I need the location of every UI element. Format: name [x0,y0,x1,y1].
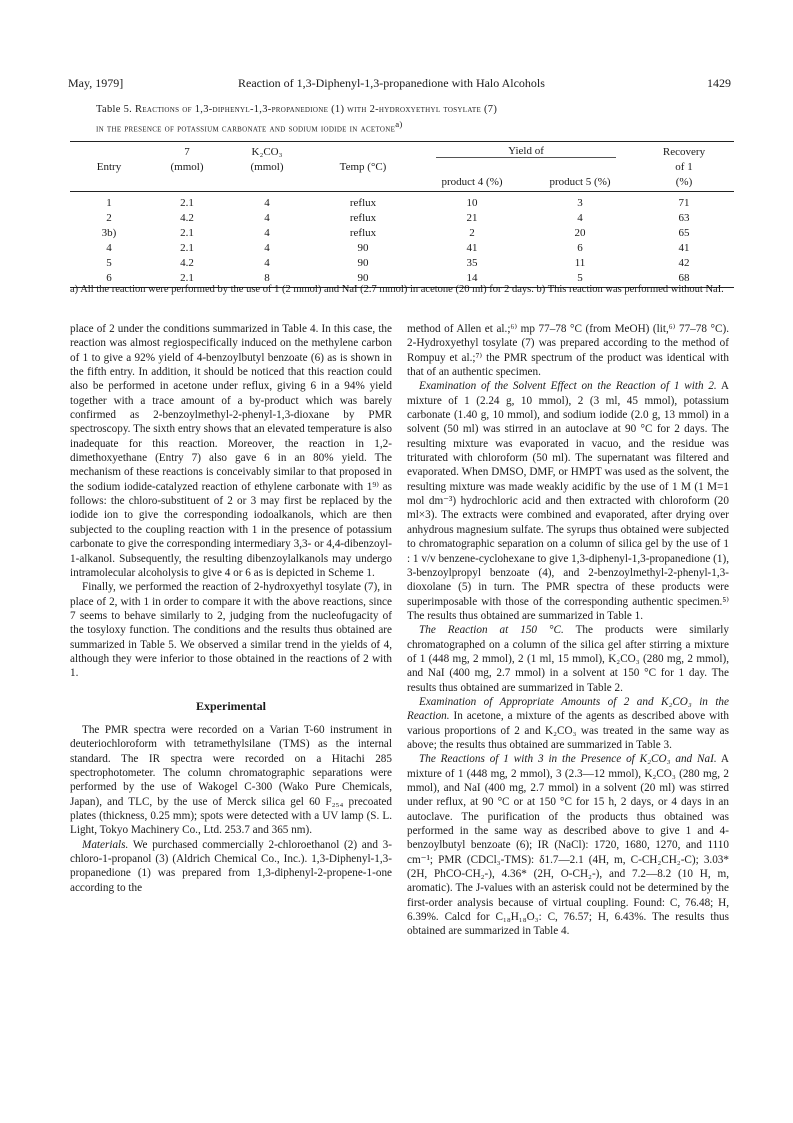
subsection-heading: Examination of the Solvent Effect on the Reaction of 1 with 2. [419,380,717,393]
header-recovery-bottom: (%) [634,174,734,192]
body-paragraph: Examination of Appropriate Amounts of 2 and K₂CO₃ in the Reaction. In acetone, a mixture of the agents as described above with various proportions of 2 and K₂CO₃ was treated in the same way as above; the results thus obtained are summarized in Table 3. [407,695,730,751]
body-paragraph: place of 2 under the conditions summarized in Table 4. In this case, the reaction was almost regiospecifically induced on the methylene carbon of 1 to give a 92% yield of 4-benzoylbutyl benzoate (6) as is shown in the fifth entry. In addition, it should be noticed that this reaction could also be performed in acetone under reflux, giving 6 in a 94% yield together with a trace amount of a by-product which was barely confirmed as 2-benzoylmethyl-2-phenyl-1,3-dioxane by PMR spectroscopy. The sixth entry shows that an elevated temperature is also inadequate for this reaction. Moreover, the reaction in 1,2-dimethoxyethane (Entry 7) also gave 6 in an 80% yield. The mechanism of these reactions is conceivably similar to that proposed in the sodium iodide-catalyzed reaction of ethylene carbonate with 1⁹⁾ as follows: the chloro-substituent of 2 or 3 may first be replaced by the iodide ion to give the corresponding iodoalkanols, which are then subjected to the coupling reaction with 1 in the presence of potassium carbonate to give the corresponding intermediary 3,3- or 4,4-dibenzoyl-1-alkanol. Subsequently, the resulting dibenzoylalkanols may undergo intramolecular alcoholysis to give 4 or 6 as is depicted in Scheme 1. [70,323,392,579]
section-heading-experimental: Experimental [196,698,266,713]
body-paragraph: The PMR spectra were recorded on a Varian T-60 instrument in deuteriochloroform with tetramethylsilane (TMS) as the internal standard. The IR spectra were recorded on a Hitachi 285 spectrophotometer. The column chromatographic separations were performed by the use of Wakogel C-300 (Wako Pure Chemicals, Japan), and TLC, by the use of Merck silica gel 60 F₂₅₄ precoated plates (thickness, 0.25 mm); spots were detected with a UV lamp (S. L. Light, Tokyo Machinery Co., Ltd. 253.7 and 365 nm). [70,723,392,837]
table-caption-sup: a) [395,119,403,129]
header-k2co3-top: K₂CO₃ [226,142,308,160]
left-column [70,322,392,895]
header-temp: Temp (°C) [339,160,387,173]
body-paragraph: Examination of the Solvent Effect on the Reaction of 1 with 2. A mixture of 1 (2.24 g, 10 mmol), 2 (3 ml, 45 mmol), potassium carbonate (1.40 g, 10 mmol), and sodium iodide (2.0 g, 13 mmol) in a solvent (50 ml) was stirred in an autoclave at 90 °C for 2 days. The resulting mixture was evaporated in vacuo, and the residue was triturated with chloroform (50 ml). The supernatant was filtered and evaporated. When DMSO, DMF, or HMPT was used as the solvent, the resulting mixture was made weakly acidific by the use of 1 M (1 M=1 mol dm⁻³) hydrochloric acid and then extracted with chloroform (20 ml×3). The extracts were combined and evaporated, after drying over anhydrous magnesium sulfate. The syrups thus obtained were subjected to chromatographic separation on a column of silica gel by the use of 1 : 1 v/v benzene-cyclohexane to give 1,3-diphenyl-1,3-propanedione (1), 3-benzoylpropyl benzoate (4), and 2-benzoylmethyl-2-phenyl-1,3-dioxolane (5) in turn. The PMR spectra of these products were superimposable with those of the corresponding authentic specimen.⁵⁾ The results thus obtained are summarized in Table 1. [407,380,729,622]
page-number: 1429 [707,76,731,90]
header-entry-spacer [70,142,148,160]
header-temp-spacer [308,142,418,160]
header-recovery-mid: of 1 [675,160,693,173]
header-yield-of: Yield of [418,142,634,160]
table-row: 6 2.1 8 90 14 5 68 [70,270,734,288]
header-product5: product 5 (%) [526,174,634,192]
table-row: 2 4.2 4 reflux 21 4 63 [106,211,690,224]
table-caption-line2: in the presence of potassium carbonate and sodium iodide in acetone [96,123,396,135]
header-title: Reaction of 1,3-Diphenyl-1,3-propanedione with Halo Alcohols [238,76,545,90]
body-paragraph: The Reaction at 150 °C. The products were similarly chromatographed on a column of the silica gel after stirring a mixture of 1 (448 mg, 2 mmol), 2 (1 ml, 15 mmol), K₂CO₃ (280 mg, 2 mmol), and NaI (400 mg, 2.7 mmol) in a solvent at 150 °C for 1 day. The results thus obtained are summarized in Table 2. [407,624,729,694]
header-entry: Entry [96,160,122,173]
table-label: Table 5. [96,104,133,115]
right-column [407,322,729,939]
subsection-heading: The Reactions of 1 with 3 in the Presence of K₂CO₃ and NaI. [419,753,717,766]
header-date: May, 1979] [68,76,124,90]
body-paragraph: Finally, we performed the reaction of 2-hydroxyethyl tosylate (7), in place of 2, with 1 in order to compare it with the above reactions, since 7 seems to behave similarly to 2, judging from the nucleofugacity of the tosyloxy function. The conditions and the results thus obtained are summarized in Table 5. We observed a similar trend in the yields of 4, although they were inferior to those obtained in the reactions of 2 with 1. [70,581,392,680]
running-header [68,76,731,92]
table-caption-line1: Reactions of 1,3-diphenyl-1,3-propanedione (1) with 2-hydroxyethyl tosylate (7) [135,104,498,115]
body-paragraph: The Reactions of 1 with 3 in the Presence of K₂CO₃ and NaI. A mixture of 1 (448 mg, 2 mmol), 3 (2.3—12 mmol), K₂CO₃ (280 mg, 2 mmol), and NaI (400 mg, 2.7 mmol) in a solvent (20 ml) was stirred under reflux, at 90 °C or at 150 °C for 15 h, 2 days, or 4 days in an autoclave. The purification of the products thus obtained was performed in the same way as described above to give 1 and 4-benzoylbutyl benzoate (6); IR (NaCl): 1720, 1680, 1270, and 1110 cm⁻¹; PMR (CDCl₃-TMS): δ1.7—2.1 (4H, m, C-CH₂CH₂-C); 3.03* (2H, PhCO-CH₂-), 4.36* (2H, O-CH₂-), and 7.2—8.2 (10 H, m, aromatic). The J-values with an asterisk could not be determined by the first-order analysis because of virtual coupling. Found: C, 76.48; H, 6.39%. Calcd for C₁₈H₁₈O₃: C, 76.57; H, 6.43%. The results thus obtained are summarized in Table 4. [407,753,729,938]
table-row: 1 2.1 4 reflux 10 3 71 [106,196,690,209]
subsection-heading: Examination of Appropriate Amounts of 2 and K₂CO₃ in the Reaction. [407,695,729,723]
subsection-heading: The Reaction at 150 °C. [419,624,564,637]
header-col7-top: 7 [148,142,226,160]
table-footnote: a) All the reaction were performed by the use of 1 (2 mmol) and NaI (2.7 mmol) in acetone (20 ml) for 2 days. b) This reaction was performed without NaI. [70,284,724,295]
header-k2co3-bottom: (mmol) [250,160,284,173]
header-col7-bottom: (mmol) [170,160,204,173]
header-recovery-top: Recovery [634,142,734,160]
table-row: 4 2.1 4 90 41 6 41 [106,241,690,254]
results-table [70,141,734,288]
subsection-heading: Materials. [82,838,129,851]
table-caption [96,102,716,137]
table-row: 5 4.2 4 90 35 11 42 [106,256,690,269]
table-row: 3b) 2.1 4 reflux 2 20 65 [101,226,690,239]
header-product4: product 4 (%) [418,174,526,192]
body-paragraph: Materials. We purchased commercially 2-chloroethanol (2) and 3-chloro-1-propanol (3) (Aldrich Chemical Co., Inc.). 1,3-Diphenyl-1,3-propanedione (1) was prepared from 1,3-diphenyl-2-propene-1-one according to the [70,838,392,894]
body-paragraph: method of Allen et al.;⁶⁾ mp 77–78 °C (from MeOH) (lit,⁶⁾ 77–78 °C). 2-Hydroxyethyl tosylate (7) was prepared according to the method of Rompuy et al.;⁷⁾ the PMR spectrum of the product was identical with that of an authentic specimen. [407,323,729,379]
